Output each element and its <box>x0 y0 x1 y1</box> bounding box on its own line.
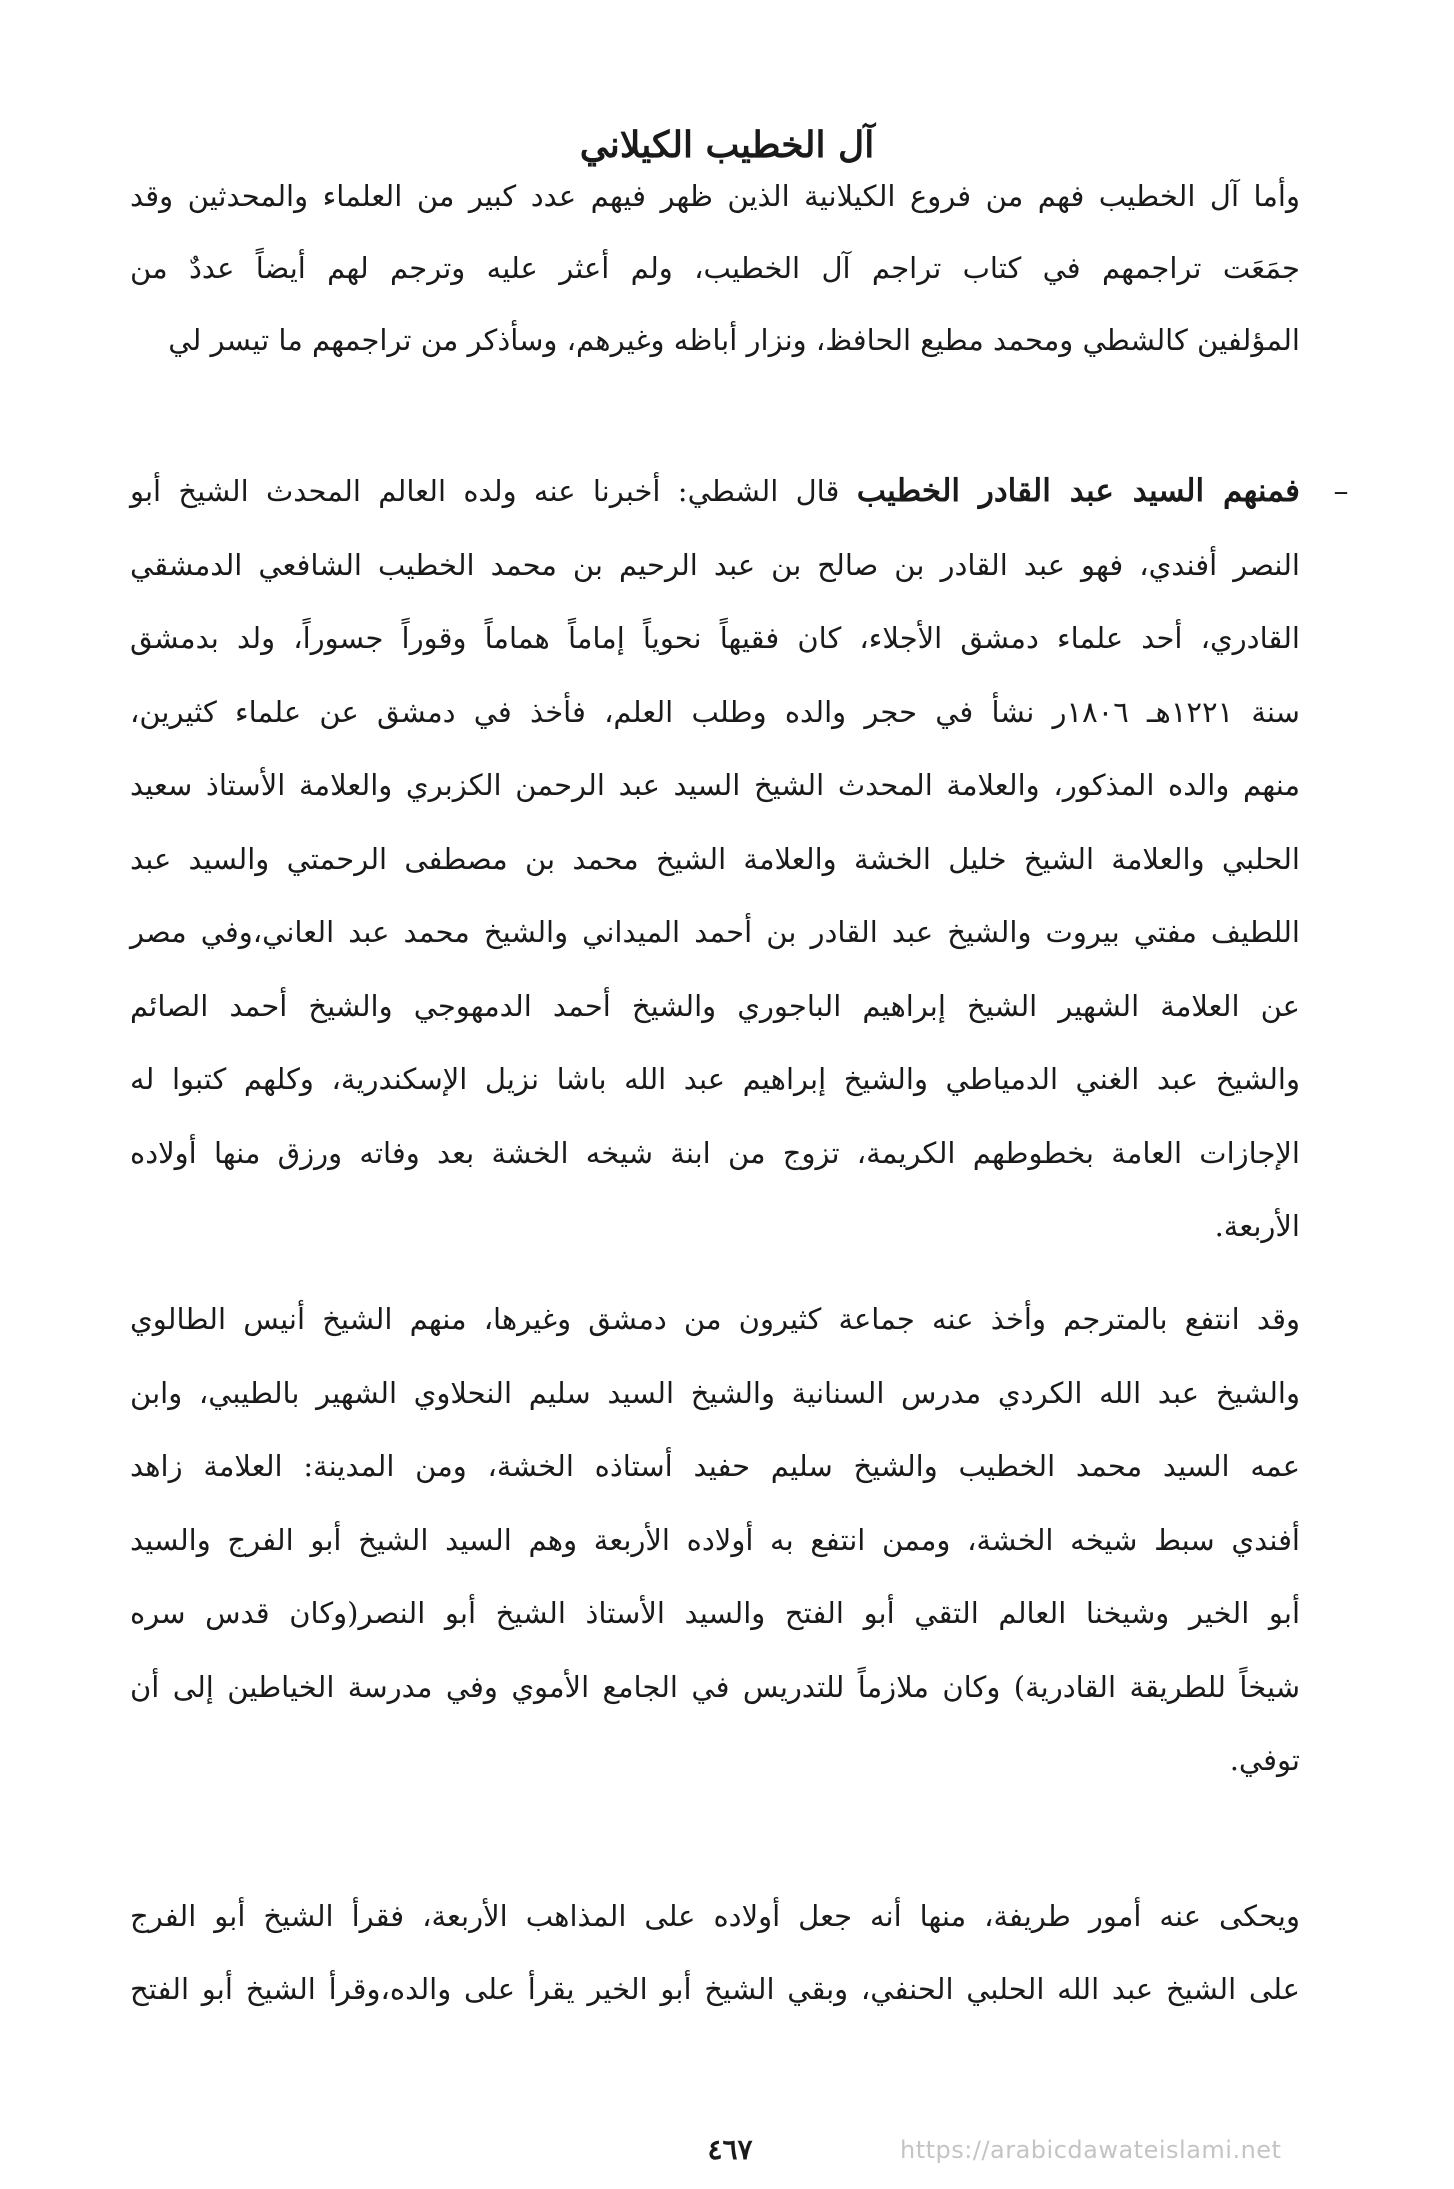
page-number: ٤٦٧ <box>707 2133 753 2166</box>
entry-line-2: النصر أفندي، فهو عبد القادر بن صالح بن عبد الرحيم بن محمد الخطيب الشافعي الدمشقي <box>130 547 1300 582</box>
entry-bold-name: فمنهم السيد عبد القادر الخطيب <box>856 473 1300 509</box>
page-footer <box>0 2130 1454 2170</box>
entry-line-3: القادري، أحد علماء دمشق الأجلاء، كان فقيهاً نحوياً إماماً هماماً وقوراً جسوراً، ولد بدمشق <box>130 621 1300 655</box>
intro-line-1: وأما آل الخطيب فهم من فروع الكيلانية الذين ظهر فيهم عدد كبير من العلماء والمحدثين وقد <box>130 179 1300 213</box>
entry-line-10: الإجازات العامة بخطوطهم الكريمة، تزوج من ابنة شيخه الخشة بعد وفاته ورزق منها أولاده <box>130 1135 1300 1170</box>
watermark-url: https://arabicdawateislami.net <box>900 2136 1282 2164</box>
entry-line-6: الحلبي والعلامة الشيخ خليل الخشة والعلامة الشيخ محمد بن مصطفى الرحمتي والسيد عبد <box>130 841 1300 876</box>
entry-line-8: عن العلامة الشهير الشيخ إبراهيم الباجوري والشيخ أحمد الدمهوجي والشيخ أحمد الصائم <box>130 988 1300 1023</box>
anecdote-line-2: على الشيخ عبد الله الحلبي الحنفي، وبقي الشيخ أبو الخير يقرأ على والده،وقرأ الشيخ أبو الفتح <box>130 1972 1300 2006</box>
students-line-4: أفندي سبط شيخه الخشة، وممن انتفع به أولاده الأربعة وهم السيد الشيخ أبو الفرج والسيد <box>130 1522 1300 1557</box>
entry-line-1-rest: قال الشطي: أخبرنا عنه ولده العالم المحدث الشيخ أبو <box>130 474 857 508</box>
intro-line-2: جمَعَت تراجمهم في كتاب تراجم آل الخطيب، ولم أعثر عليه وترجم لهم أيضاً عددٌ من <box>130 251 1300 285</box>
intro-paragraph <box>130 160 1300 376</box>
page-title: آل الخطيب الكيلاني <box>579 124 875 167</box>
entry-line-9: والشيخ عبد الغني الدمياطي والشيخ إبراهيم عبد الله باشا نزيل الإسكندرية، وكلهم كتبوا له <box>130 1062 1300 1096</box>
entry-dash-marker: – <box>1333 474 1349 509</box>
entry-paragraph <box>130 455 1300 1264</box>
intro-line-3: المؤلفين كالشطي ومحمد مطيع الحافظ، ونزار أباظه وغيرهم، وسأذكر من تراجمهم ما تيسر لي <box>168 323 1300 357</box>
entry-line-7: اللطيف مفتي بيروت والشيخ عبد القادر بن أحمد الميداني والشيخ محمد عبد العاني،وفي مصر <box>130 915 1300 949</box>
students-paragraph <box>130 1283 1300 1798</box>
anecdote-line-1: ويحكى عنه أمور طريفة، منها أنه جعل أولاده على المذاهب الأربعة، فقرأ الشيخ أبو الفرج <box>130 1899 1300 1933</box>
students-line-3: عمه السيد محمد الخطيب والشيخ سليم حفيد أستاذه الخشة، ومن المدينة: العلامة زاهد <box>130 1449 1300 1483</box>
entry-line-5: منهم والده المذكور، والعلامة المحدث الشيخ السيد عبد الرحمن الكزبري والعلامة الأستاذ سعيد <box>130 768 1300 802</box>
anecdote-paragraph <box>130 1880 1300 2026</box>
students-line-2: والشيخ عبد الله الكردي مدرس السنانية والشيخ السيد سليم النحلاوي الشهير بالطيبي، وابن <box>130 1375 1300 1410</box>
students-line-1: وقد انتفع بالمترجم وأخذ عنه جماعة كثيرون من دمشق وغيرها، منهم الشيخ أنيس الطالوي <box>130 1302 1300 1336</box>
students-line-7: توفي. <box>1229 1743 1300 1777</box>
entry-line-11: الأربعة. <box>1214 1209 1300 1243</box>
entry-line-4: سنة ١٢٢١هـ ١٨٠٦ر نشأ في حجر والده وطلب العلم، فأخذ في دمشق عن علماء كثيرين، <box>130 694 1300 729</box>
entry-line-1 <box>130 455 1300 529</box>
students-line-5: أبو الخير وشيخنا العالم التقي أبو الفتح والسيد الأستاذ الشيخ أبو النصر(وكان قدس سره <box>130 1596 1300 1630</box>
students-line-6: شيخاً للطريقة القادرية) وكان ملازماً للتدريس في الجامع الأموي وفي مدرسة الخياطين إلى أن <box>130 1669 1300 1704</box>
